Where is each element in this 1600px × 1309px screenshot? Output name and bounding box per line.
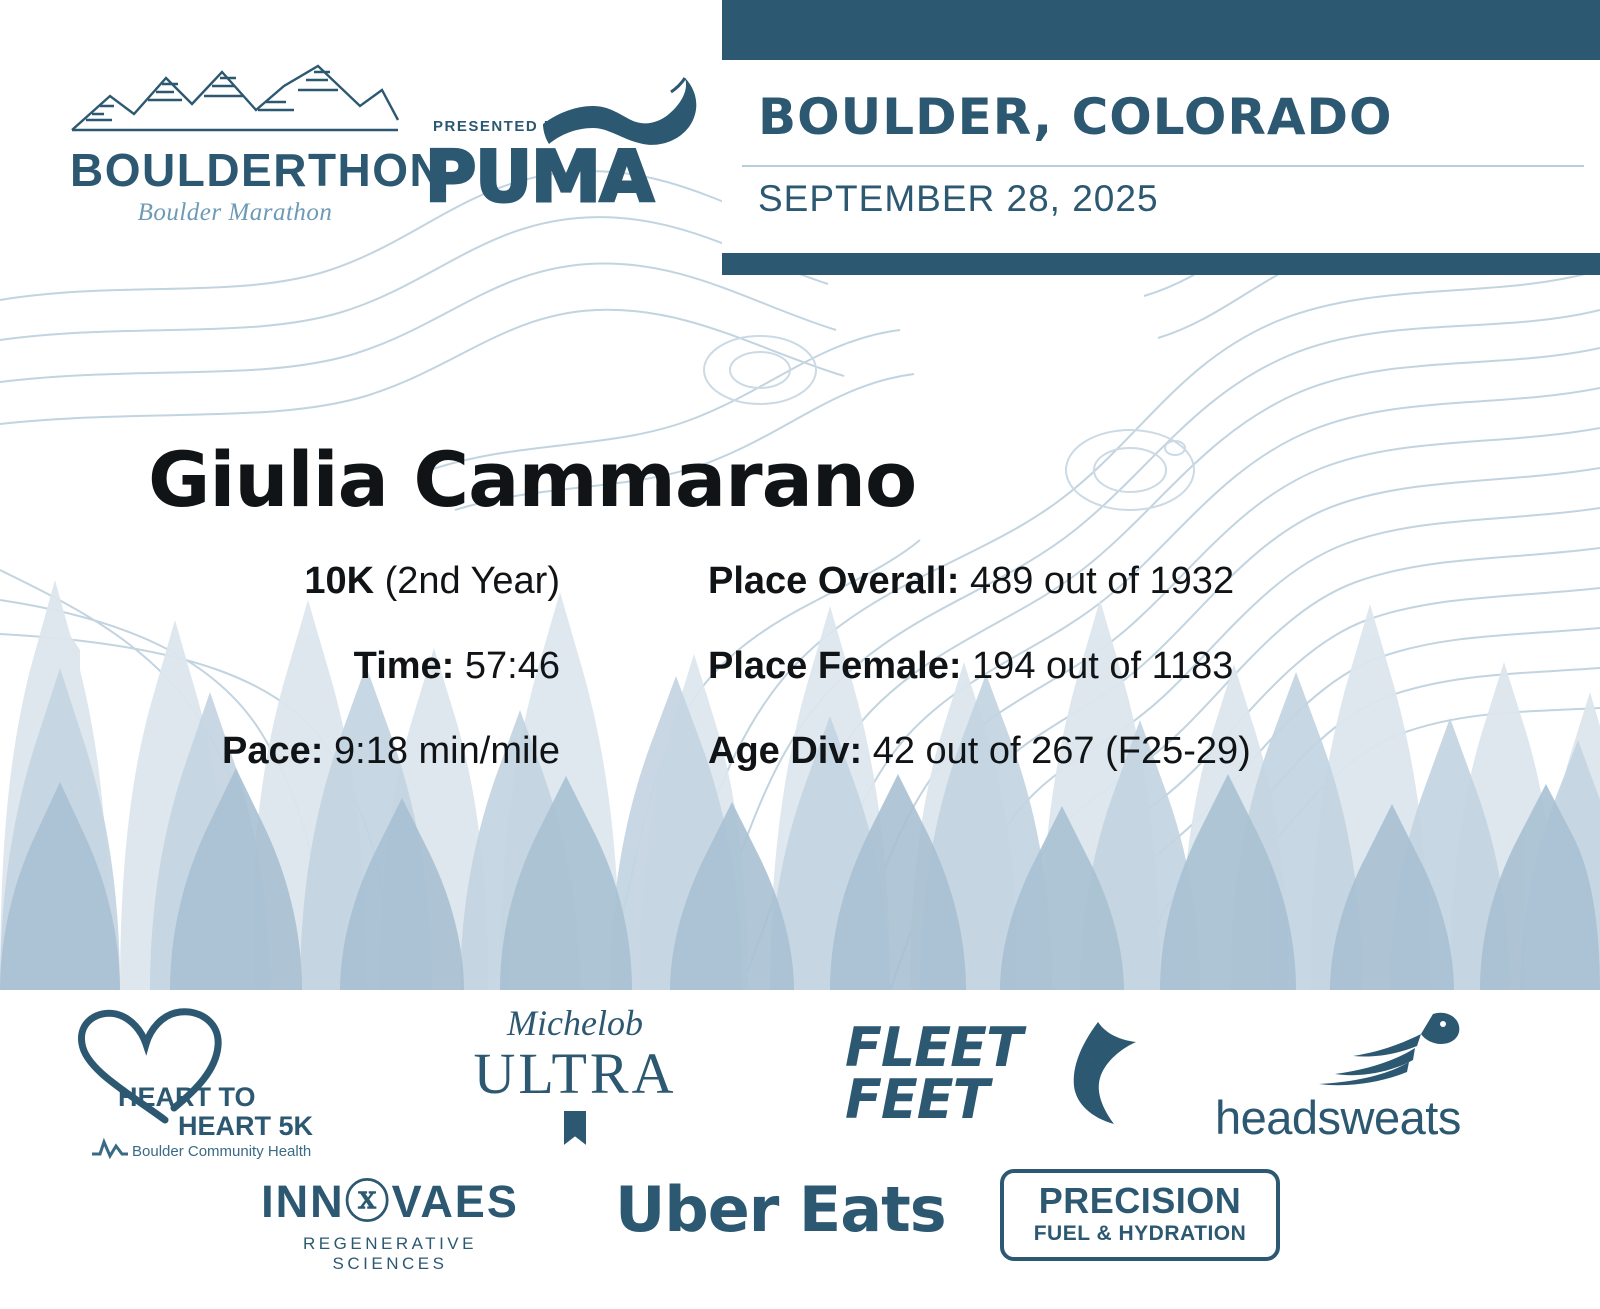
uber-eats-wordmark: Uber Eats	[615, 1173, 946, 1246]
innovaes-wordmark: INNⓧVAES	[261, 1176, 519, 1227]
plaque-divider	[742, 165, 1584, 167]
mountain-range-icon	[70, 58, 400, 138]
certificate-header	[0, 0, 1600, 290]
sponsor-logo-band	[0, 990, 1600, 1309]
precision-line1: PRECISION	[1038, 1180, 1242, 1221]
location-date-plaque	[722, 0, 1600, 275]
heart-to-heart-line1: HEART TO	[118, 1082, 256, 1112]
fleet-feet-line1: FLEET	[845, 1016, 1022, 1079]
distance-label: 10K	[304, 559, 375, 602]
michelob-line1: Michelob	[507, 1003, 643, 1043]
place-overall-value: 489 out of 1932	[969, 559, 1235, 602]
age-division-value: 42 out of 267 (F25-29)	[872, 729, 1251, 772]
sponsor-michelob-ultra	[455, 1002, 695, 1162]
michelob-line2: ULTRA	[473, 1041, 677, 1106]
distance-stat	[0, 560, 560, 603]
puma-presenting-sponsor-logo	[425, 70, 695, 230]
place-female-label: Place Female:	[708, 644, 962, 687]
flame-icon	[1040, 1020, 1140, 1130]
sponsor-headsweats	[1215, 1008, 1505, 1158]
age-division-stat	[708, 730, 1251, 773]
pace-stat	[0, 730, 560, 773]
fleet-feet-line2: FEET	[845, 1068, 989, 1131]
sponsor-row-primary	[0, 998, 1600, 1158]
pace-value: 9:18 min/mile	[334, 729, 560, 772]
headsweats-bird-icon	[1283, 1008, 1463, 1088]
time-label: Time:	[353, 644, 455, 687]
heart-to-heart-line2: HEART 5K	[178, 1111, 314, 1141]
result-details	[0, 435, 1600, 815]
runner-name: Giulia Cammarano	[148, 435, 917, 524]
place-female-stat	[708, 645, 1233, 688]
sponsor-heart-to-heart-5k	[70, 1008, 330, 1158]
heart-to-heart-line3: Boulder Community Health	[132, 1143, 312, 1160]
sponsor-uber-eats	[615, 1173, 955, 1263]
distance-note: (2nd Year)	[384, 559, 560, 602]
presented-by-label: PRESENTED BY	[433, 118, 568, 135]
puma-wordmark: PUMA	[425, 136, 653, 218]
boulderthon-logo	[70, 58, 445, 227]
innovaes-tagline: REGENERATIVE SCIENCES	[303, 1234, 477, 1273]
event-location: BOULDER, COLORADO	[758, 88, 1393, 146]
stat-row	[0, 560, 1600, 603]
sponsor-innovaes	[245, 1165, 535, 1275]
stat-row	[0, 730, 1600, 773]
sponsor-fleet-feet	[845, 1016, 1135, 1146]
pace-label: Pace:	[222, 729, 324, 772]
place-female-value: 194 out of 1183	[972, 644, 1234, 687]
event-date: SEPTEMBER 28, 2025	[758, 178, 1159, 219]
ribbon-icon	[564, 1111, 586, 1145]
boulderthon-tagline: Boulder Marathon	[137, 199, 333, 226]
place-overall-stat	[708, 560, 1234, 603]
stat-grid	[0, 560, 1600, 773]
sponsor-precision-fuel-hydration	[1000, 1169, 1280, 1261]
place-overall-label: Place Overall:	[708, 559, 960, 602]
time-stat	[0, 645, 560, 688]
boulderthon-wordmark: BOULDERTHON	[70, 144, 445, 196]
stat-row	[0, 645, 1600, 688]
time-value: 57:46	[464, 644, 560, 687]
age-division-label: Age Div:	[708, 729, 863, 772]
precision-line2: FUEL & HYDRATION	[1033, 1222, 1247, 1245]
headsweats-wordmark: headsweats	[1215, 1091, 1461, 1144]
sponsor-row-secondary	[0, 1165, 1600, 1285]
pulse-icon	[90, 1136, 130, 1160]
